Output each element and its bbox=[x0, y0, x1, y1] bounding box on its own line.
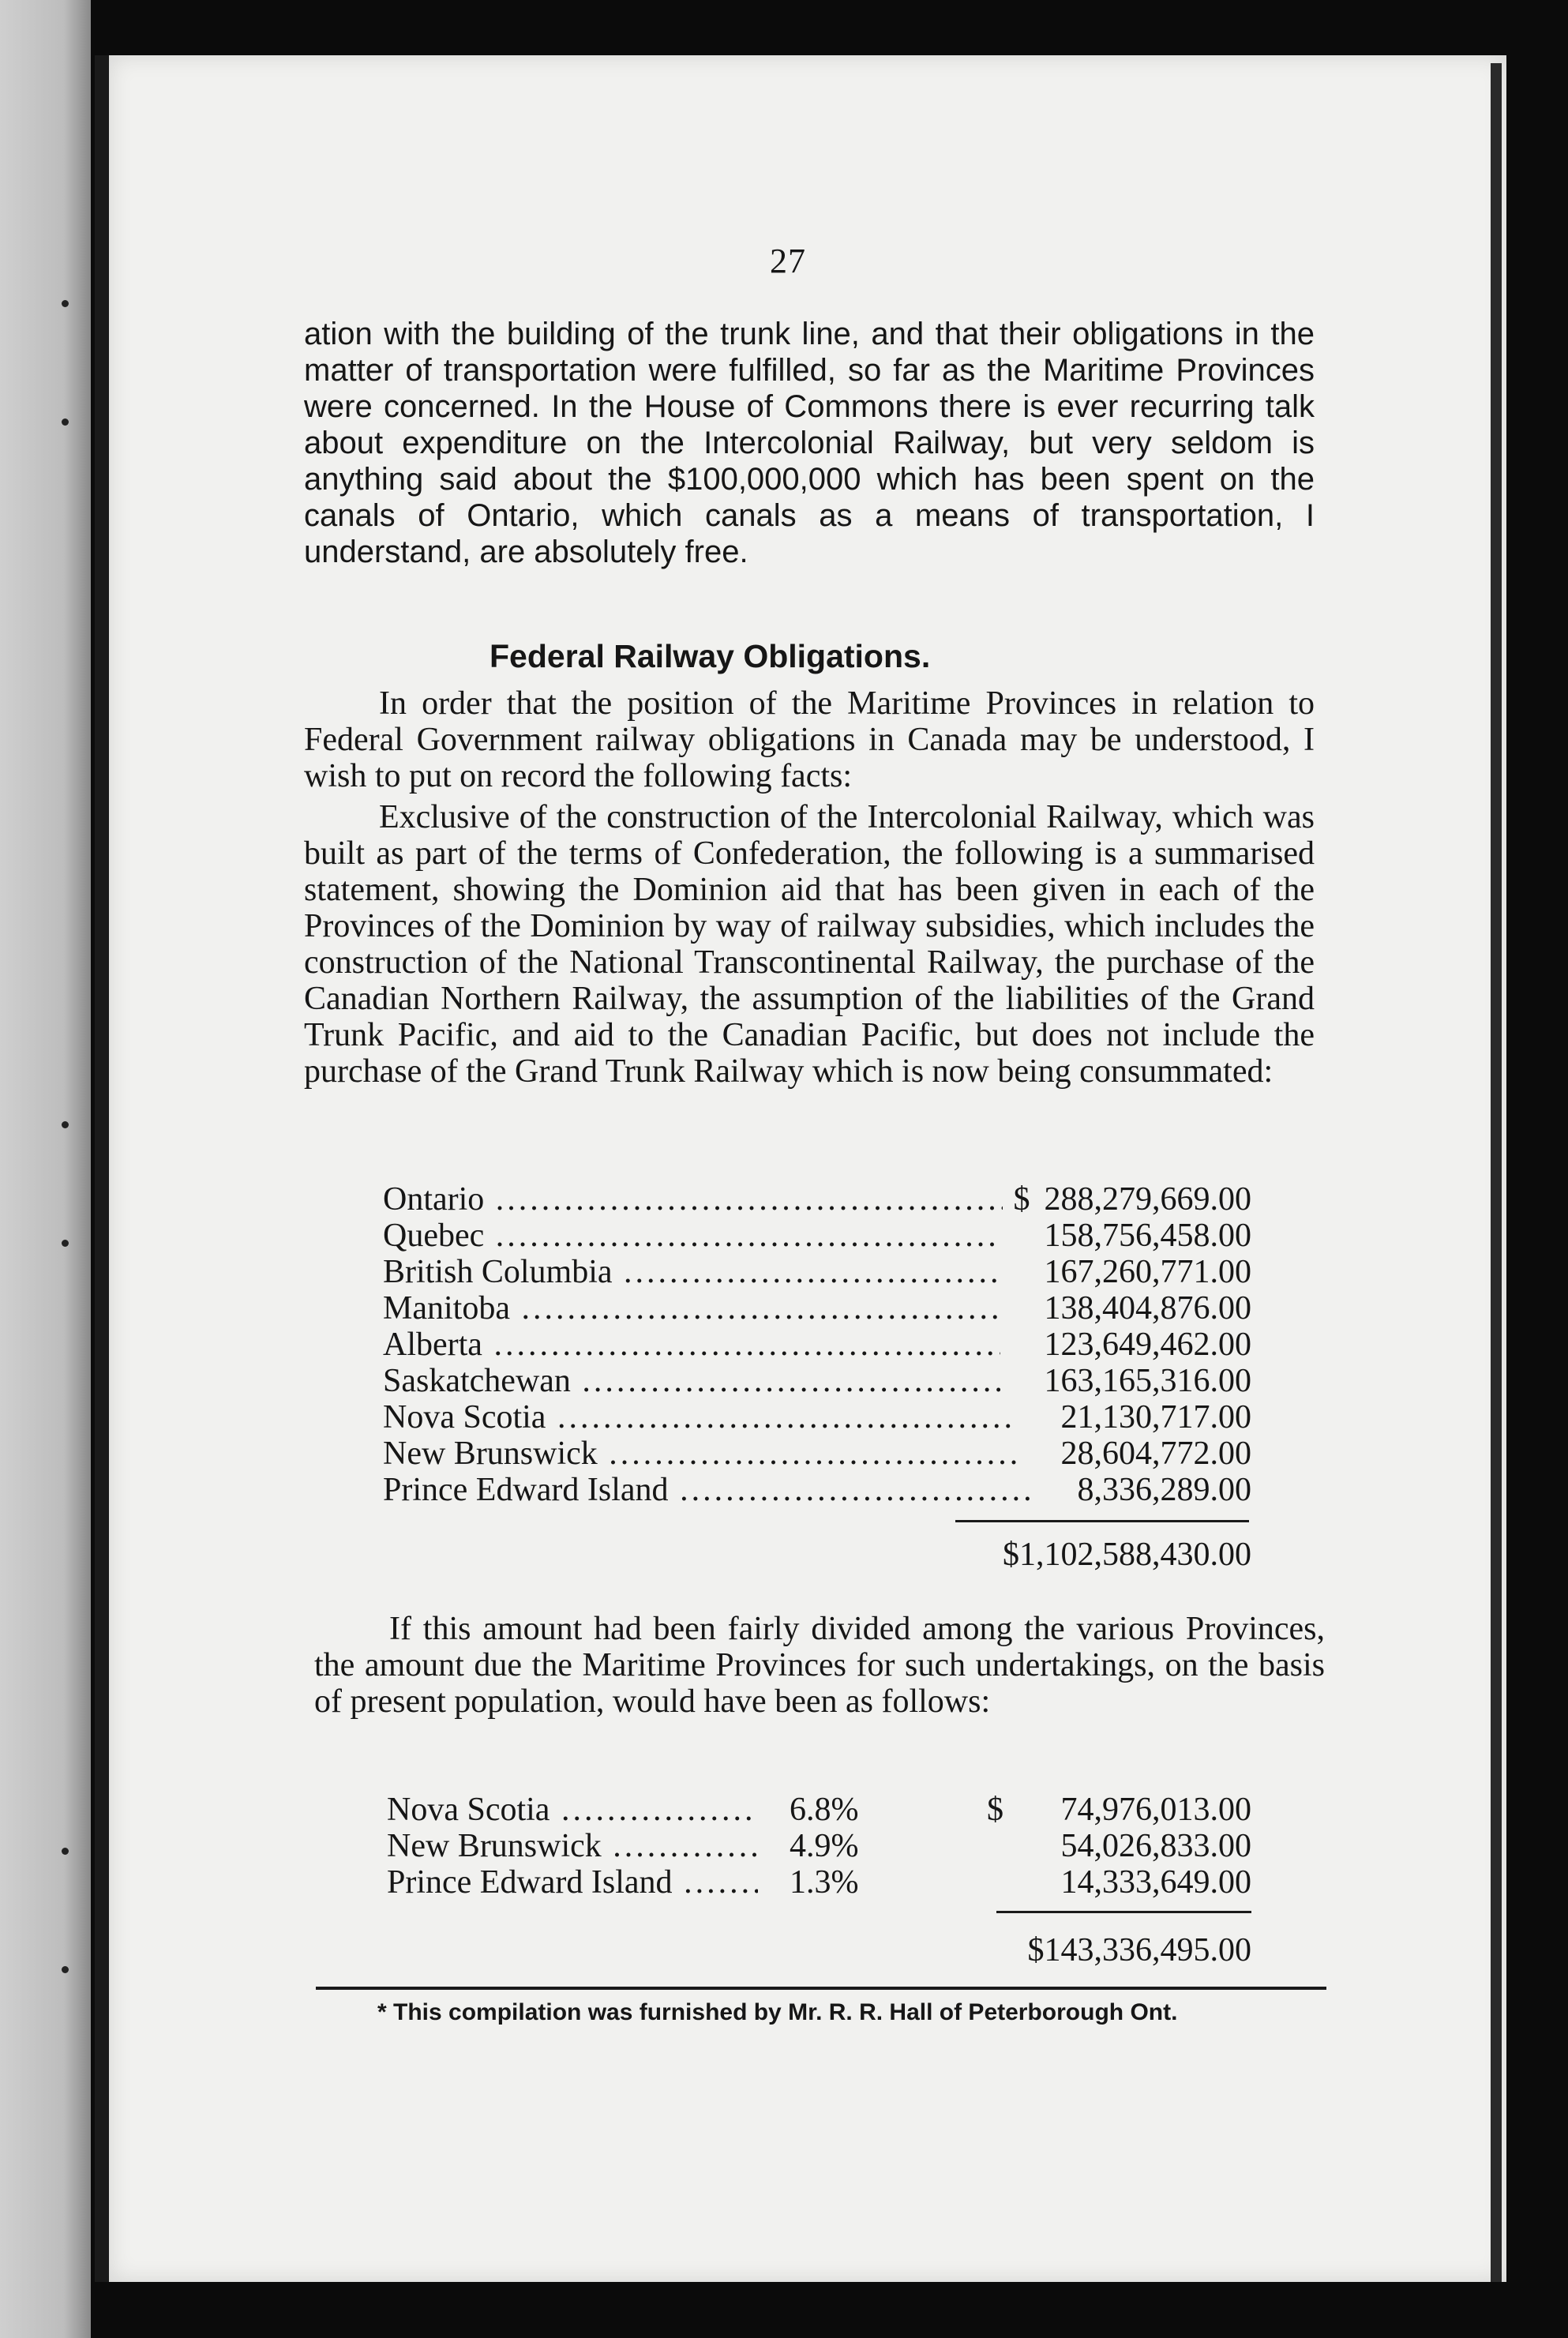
province-name: Quebec ..... bbox=[383, 1217, 1000, 1255]
table-row bbox=[383, 1217, 1251, 1253]
table-row bbox=[387, 1863, 758, 1900]
percent-cell bbox=[790, 1827, 900, 1863]
total-row bbox=[987, 1931, 1251, 1968]
total-rule bbox=[996, 1911, 1251, 1913]
province-name: British Columbia ..... bbox=[383, 1253, 1000, 1291]
table-row bbox=[383, 1289, 1251, 1326]
section-heading: Federal Railway Obligations. bbox=[490, 638, 931, 674]
amount-cell bbox=[987, 1791, 1251, 1827]
footnote-rule bbox=[316, 1987, 1326, 1990]
province-name: Prince Edward Island ..... bbox=[387, 1863, 758, 1901]
percent-cell bbox=[790, 1863, 900, 1900]
aid-total: $1,102,588,430.00 bbox=[1003, 1537, 1251, 1573]
paragraph-intro: In order that the position of the Maritime Provinces in relation to Federal Government railway obligations in Canada may be understood, I wish to put on record the following facts: bbox=[304, 685, 1315, 794]
adjacent-page-edge bbox=[0, 0, 91, 2338]
total-rule bbox=[955, 1520, 1249, 1522]
table-row bbox=[383, 1180, 1251, 1217]
aid-amount: 288,279,669.00 bbox=[1044, 1181, 1251, 1218]
footnote: * This compilation was furnished by Mr. R. R. Hall of Peterborough Ont. bbox=[377, 1999, 1178, 2025]
table-row bbox=[387, 1791, 758, 1827]
scan-speck bbox=[62, 1966, 69, 1973]
table-row bbox=[383, 1398, 1251, 1435]
province-name: Prince Edward Island ..... bbox=[383, 1471, 1033, 1509]
table-row bbox=[383, 1362, 1251, 1398]
share-amount: 74,976,013.00 bbox=[1060, 1792, 1251, 1828]
aid-amount: 163,165,316.00 bbox=[1044, 1363, 1251, 1399]
table-row bbox=[383, 1326, 1251, 1362]
population-percent: 1.3% bbox=[790, 1864, 859, 1901]
aid-amount: 21,130,717.00 bbox=[1060, 1399, 1251, 1435]
total-row bbox=[947, 1536, 1251, 1572]
share-amount: 54,026,833.00 bbox=[1060, 1828, 1251, 1864]
share-amount: 14,333,649.00 bbox=[1060, 1864, 1251, 1901]
province-name: Alberta ..... bbox=[383, 1326, 1000, 1364]
currency-sign: $ bbox=[987, 1792, 1003, 1828]
province-name: Ontario ..... bbox=[383, 1180, 1003, 1218]
paragraph-summary: Exclusive of the construction of the Intercolonial Railway, which was built as part of the terms of Confederation, the following is a summarised statement, showing the Dominion aid that has been given in each of the Provinces of the Dominion by way of railway subsidies, which includes the construction of the National Transcontinental Railway, the purchase of the Canadian Northern Railway, the assumption of the liabilities of the Grand Trunk Pacific, and aid to the Canadian Pacific, but does not include the purchase of the Grand Trunk Railway which is now being consummated: bbox=[304, 799, 1315, 1090]
page-number: 27 bbox=[770, 242, 806, 280]
aid-amount: 28,604,772.00 bbox=[1060, 1435, 1251, 1472]
scan-speck bbox=[62, 1848, 69, 1855]
table-row bbox=[387, 1827, 758, 1863]
aid-amount: 158,756,458.00 bbox=[1044, 1218, 1251, 1254]
paragraph-canals: ation with the building of the trunk line, and that their obligations in the matter of transportation were fulfilled, so far as the Maritime Provinces were concerned. In the House of Commons there is ever recurring talk about expenditure on the Intercolonial Railway, but very seldom is anything said about the $100,000,000 which has been spent on the canals of Ontario, which canals as a means of transportation, I understand, are absolutely free. bbox=[304, 317, 1315, 569]
population-percent: 6.8% bbox=[790, 1792, 859, 1828]
province-name: Nova Scotia ..... bbox=[383, 1398, 1017, 1436]
province-name: Nova Scotia ..... bbox=[387, 1791, 758, 1829]
table-row bbox=[383, 1435, 1251, 1471]
percent-cell bbox=[790, 1791, 900, 1827]
population-percent: 4.9% bbox=[790, 1828, 859, 1864]
aid-amount: 8,336,289.00 bbox=[1077, 1472, 1251, 1508]
paragraph-fair-division: If this amount had been fairly divided among the various Provinces, the amount due the Maritime Provinces for such undertakings, on the basis of present population, would have been as follows: bbox=[314, 1611, 1325, 1720]
table-row bbox=[383, 1253, 1251, 1289]
aid-amount: 138,404,876.00 bbox=[1044, 1290, 1251, 1327]
table-row bbox=[383, 1471, 1251, 1507]
amount-cell bbox=[987, 1827, 1251, 1863]
province-name: New Brunswick ..... bbox=[387, 1827, 758, 1865]
province-name: New Brunswick ..... bbox=[383, 1435, 1017, 1473]
province-name: Saskatchewan ..... bbox=[383, 1362, 1000, 1400]
scan-speck bbox=[62, 300, 69, 307]
scan-speck bbox=[62, 418, 69, 426]
amount-cell bbox=[987, 1863, 1251, 1900]
share-total: $143,336,495.00 bbox=[1027, 1932, 1251, 1968]
currency-sign: $ bbox=[1013, 1181, 1030, 1218]
scan-speck bbox=[62, 1121, 69, 1128]
page-edge-shadow bbox=[1491, 63, 1502, 2282]
aid-amount: 167,260,771.00 bbox=[1044, 1254, 1251, 1290]
scan-speck bbox=[62, 1240, 69, 1247]
province-name: Manitoba ..... bbox=[383, 1289, 1000, 1327]
aid-amount: 123,649,462.00 bbox=[1044, 1327, 1251, 1363]
